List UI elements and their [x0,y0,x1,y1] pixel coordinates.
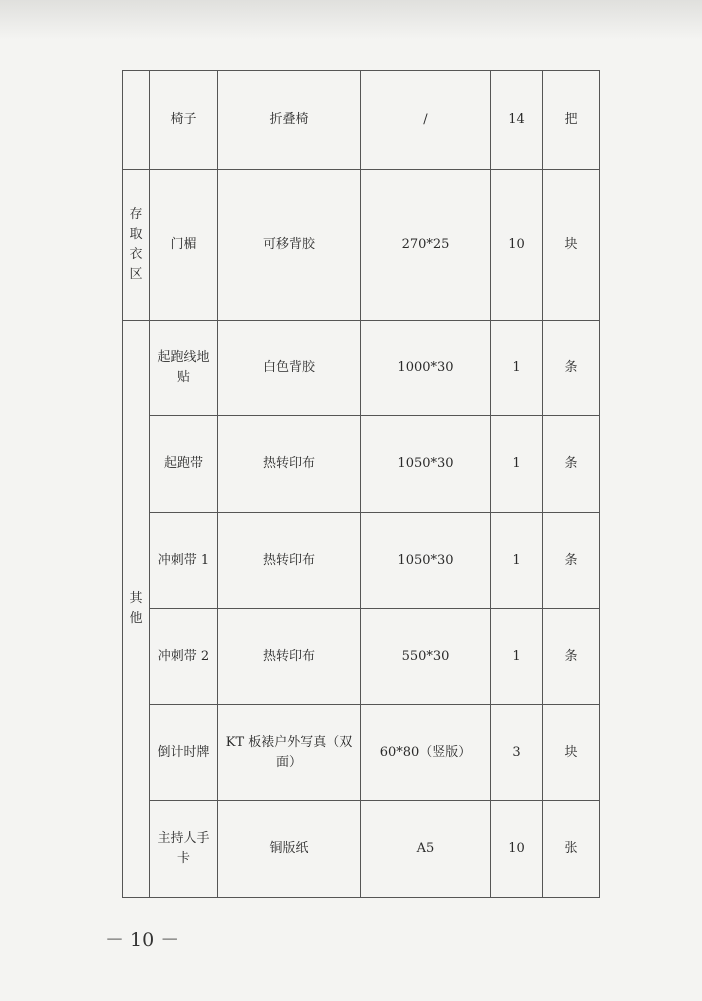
material-cell: 白色背胶 [218,321,361,416]
size-cell: 60*80（竖版） [361,705,491,801]
material-cell: KT 板裱户外写真（双面） [218,705,361,801]
size-cell: 550*30 [361,609,491,705]
unit-cell: 把 [543,71,600,170]
qty-cell: 10 [491,170,543,321]
item-cell: 椅子 [150,71,218,170]
unit-cell: 块 [543,705,600,801]
size-cell: / [361,71,491,170]
unit-cell: 条 [543,609,600,705]
qty-cell: 10 [491,801,543,898]
table-row [123,170,600,321]
unit-cell: 张 [543,801,600,898]
qty-cell: 1 [491,513,543,609]
item-cell: 起跑线地贴 [150,321,218,416]
size-cell: 1050*30 [361,416,491,513]
table-row [123,609,600,705]
qty-cell: 1 [491,609,543,705]
size-cell: 1050*30 [361,513,491,609]
scan-edge [0,0,702,40]
table-row [123,801,600,898]
material-cell: 铜版纸 [218,801,361,898]
item-cell: 倒计时牌 [150,705,218,801]
material-cell: 可移背胶 [218,170,361,321]
table-row [123,513,600,609]
item-cell: 主持人手卡 [150,801,218,898]
table-row [123,705,600,801]
qty-cell: 1 [491,321,543,416]
item-cell: 起跑带 [150,416,218,513]
size-cell: 1000*30 [361,321,491,416]
unit-cell: 条 [543,321,600,416]
page-number: － 10 － [105,929,180,951]
material-cell: 热转印布 [218,416,361,513]
table-row [123,71,600,170]
material-cell: 热转印布 [218,513,361,609]
category-cell [123,71,150,170]
item-cell: 门楣 [150,170,218,321]
item-cell: 冲刺带 1 [150,513,218,609]
category-cell: 存取衣区 [123,170,150,321]
qty-cell: 3 [491,705,543,801]
material-cell: 折叠椅 [218,71,361,170]
size-cell: A5 [361,801,491,898]
category-cell: 其他 [123,321,150,898]
table-row [123,321,600,416]
material-cell: 热转印布 [218,609,361,705]
unit-cell: 条 [543,513,600,609]
item-cell: 冲刺带 2 [150,609,218,705]
materials-table [122,70,600,898]
unit-cell: 块 [543,170,600,321]
table-row [123,416,600,513]
size-cell: 270*25 [361,170,491,321]
unit-cell: 条 [543,416,600,513]
qty-cell: 14 [491,71,543,170]
qty-cell: 1 [491,416,543,513]
